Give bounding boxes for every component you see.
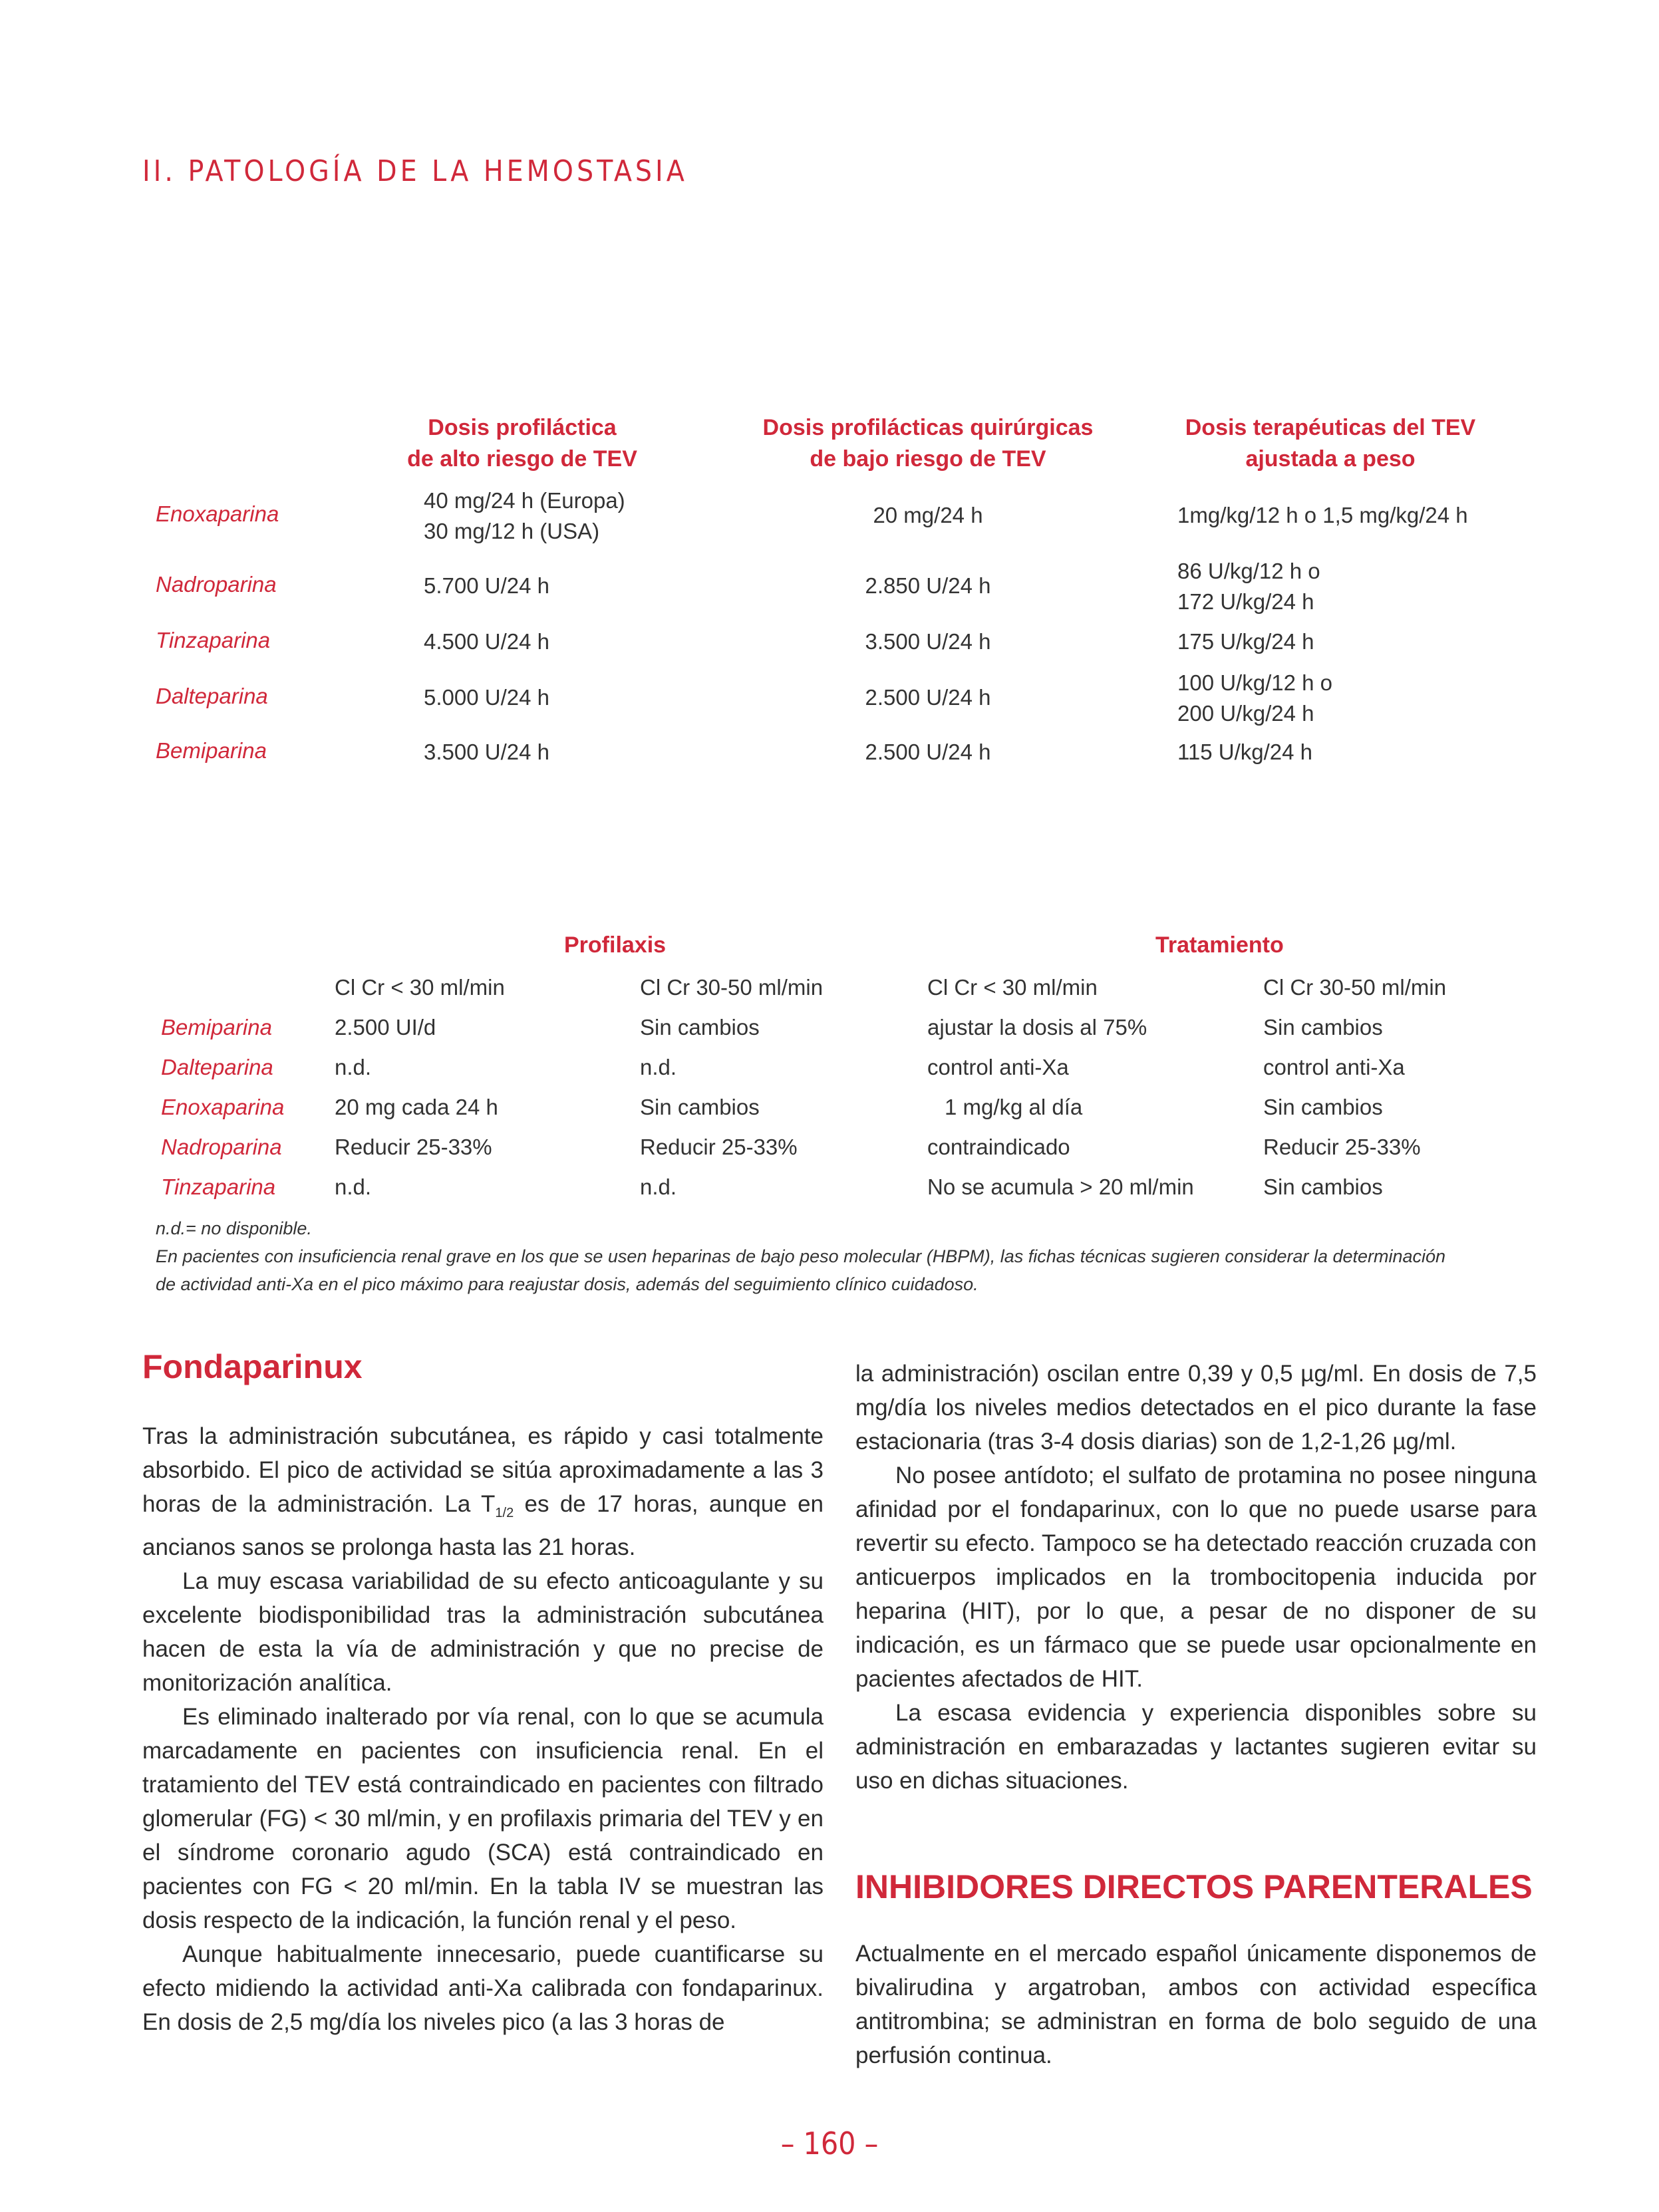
table1-cell: 2.500 U/24 h bbox=[865, 740, 991, 764]
table2-cell: contraindicado bbox=[927, 1135, 1070, 1159]
paragraph: la administración) oscilan entre 0,39 y 0,5 µg/ml. En dosis de 7,5 mg/día los niveles medios detectados en el pico durante la fase estacionaria (tras 3-4 dosis diarias) son de 1,2-1,26 µg/ml. bbox=[855, 1361, 1537, 1454]
table1-header-2: Dosis profilácticas quirúrgicas de bajo riesgo de TEV bbox=[762, 415, 1094, 472]
table1-drug: Tinzaparina bbox=[156, 628, 271, 652]
page-number: – 160 – bbox=[780, 2126, 879, 2161]
table2-cell: n.d. bbox=[640, 1175, 677, 1199]
table1-drug: Dalteparina bbox=[156, 684, 268, 708]
right-column-inhibidores bbox=[855, 1937, 1537, 2072]
table1-cell: 2.850 U/24 h bbox=[865, 573, 991, 598]
paragraph: La escasa evidencia y experiencia disponibles sobre su administración en embarazadas y lactantes sugieren evitar su uso en dichas situaciones. bbox=[855, 1700, 1537, 1794]
paragraph: Tras la administración subcutánea, es rápido y casi totalmente absorbido. El pico de actividad se sitúa aproximadamente a las 3 horas de la administración. La $T_{1/2}$ es de 17 horas, aunque en ancianos sanos se prolonga hasta las 21 horas. bbox=[142, 1423, 824, 1560]
table2-cell: n.d. bbox=[335, 1055, 372, 1079]
table2-drug: Enoxaparina bbox=[161, 1095, 285, 1119]
table2-cell: Sin cambios bbox=[640, 1015, 760, 1039]
table2-subheader: Cl Cr < 30 ml/min bbox=[927, 975, 1098, 1000]
table1-cell: 5.000 U/24 h bbox=[424, 685, 549, 710]
table1-cell: 115 U/kg/24 h bbox=[1177, 740, 1313, 764]
table2-cell: Sin cambios bbox=[1263, 1015, 1383, 1039]
table1-cell: 100 U/kg/12 h o 200 U/kg/24 h bbox=[1177, 670, 1332, 726]
table2-cell: Reducir 25-33% bbox=[640, 1135, 798, 1159]
paragraph: No posee antídoto; el sulfato de protamina no posee ninguna afinidad por el fondaparinux, con lo que no puede usarse para revertir su efecto. Tampoco se ha detectado reacción cruzada con anticuerpos implicados en la trombocitopenia inducida por heparina (HIT), por lo que, a pesar de no disponer de su indicación, es un fármaco que se puede usar opcionalmente en pacientes afectados de HIT. bbox=[855, 1462, 1537, 1692]
right-column bbox=[855, 1357, 1537, 1798]
table1-cell: 3.500 U/24 h bbox=[865, 629, 991, 654]
paragraph: La muy escasa variabilidad de su efecto anticoagulante y su excelente biodisponibilidad tras la administración subcutánea hacen de esta la vía de administración y que no precise de monitorización analítica. bbox=[142, 1568, 824, 1696]
table1-cell: 40 mg/24 h (Europa) 30 mg/12 h (USA) bbox=[424, 488, 625, 543]
table1-cell: 20 mg/24 h bbox=[873, 503, 983, 527]
left-column bbox=[142, 1419, 824, 2039]
table1-header-3: Dosis terapéuticas del TEV ajustada a peso bbox=[1185, 415, 1476, 472]
table1-cell: 5.700 U/24 h bbox=[424, 573, 549, 598]
paragraph: Es eliminado inalterado por vía renal, con lo que se acumula marcadamente en pacientes con insuficiencia renal. En el tratamiento del TEV está contraindicado en pacientes con filtrado glomerular (FG) < 30 ml/min, y en profilaxis primaria del TEV y en el síndrome coronario agudo (SCA) está contraindicado en pacientes con FG < 20 ml/min. En la tabla IV se muestran las dosis respecto de la indicación, la función renal y el peso. bbox=[142, 1704, 824, 1933]
table1-cell: 3.500 U/24 h bbox=[424, 740, 549, 764]
table1-cell: 1mg/kg/12 h o 1,5 mg/kg/24 h bbox=[1177, 503, 1468, 527]
table1-cell: 86 U/kg/12 h o 172 U/kg/24 h bbox=[1177, 559, 1320, 614]
table2-cell: n.d. bbox=[640, 1055, 677, 1079]
paragraph: Aunque habitualmente innecesario, puede cuantificarse su efecto midiendo la actividad anti-Xa calibrada con fondaparinux. En dosis de 2,5 mg/día los niveles pico (a las 3 horas de bbox=[142, 1941, 824, 2035]
table2-cell: control anti-Xa bbox=[1263, 1055, 1405, 1079]
table2-drug: Tinzaparina bbox=[161, 1175, 276, 1199]
table1-cell: 4.500 U/24 h bbox=[424, 629, 549, 654]
section-title-inhibidores: INHIBIDORES DIRECTOS PARENTERALES bbox=[855, 1868, 1533, 1905]
table2-cell: 20 mg cada 24 h bbox=[335, 1095, 498, 1119]
table2-cell: Reducir 25-33% bbox=[1263, 1135, 1421, 1159]
table1-cell: 175 U/kg/24 h bbox=[1177, 629, 1314, 654]
table1-drug: Enoxaparina bbox=[156, 501, 279, 526]
table2-cell: Sin cambios bbox=[1263, 1095, 1383, 1119]
table2-group-profilaxis: Profilaxis bbox=[564, 932, 667, 958]
table2-drug: Nadroparina bbox=[161, 1135, 282, 1159]
section-title-fondaparinux: Fondaparinux bbox=[142, 1348, 363, 1385]
table2-cell: No se acumula > 20 ml/min bbox=[927, 1175, 1194, 1199]
table2-cell: 2.500 UI/d bbox=[335, 1015, 436, 1039]
table2-cell: ajustar la dosis al 75% bbox=[927, 1015, 1147, 1039]
table2-subheader: Cl Cr 30-50 ml/min bbox=[640, 975, 824, 1000]
table1-cell: 2.500 U/24 h bbox=[865, 685, 991, 710]
table2-subheader: Cl Cr < 30 ml/min bbox=[335, 975, 505, 1000]
table2-cell: control anti-Xa bbox=[927, 1055, 1069, 1079]
table2-subheader: Cl Cr 30-50 ml/min bbox=[1263, 975, 1447, 1000]
table2-drug: Dalteparina bbox=[161, 1055, 273, 1079]
table2-cell: 1 mg/kg al día bbox=[945, 1095, 1083, 1119]
table2-drug: Bemiparina bbox=[161, 1015, 272, 1039]
table2-group-tratamiento: Tratamiento bbox=[1155, 932, 1284, 958]
table1-header-1: Dosis profiláctica de alto riesgo de TEV bbox=[407, 415, 637, 472]
table2-cell: Reducir 25-33% bbox=[335, 1135, 492, 1159]
table2-cell: n.d. bbox=[335, 1175, 372, 1199]
running-head: II. PATOLOGÍA DE LA HEMOSTASIA bbox=[142, 154, 688, 188]
table1-drug: Bemiparina bbox=[156, 738, 267, 763]
table1-drug: Nadroparina bbox=[156, 572, 277, 597]
table2-cell: Sin cambios bbox=[1263, 1175, 1383, 1199]
table2-cell: Sin cambios bbox=[640, 1095, 760, 1119]
table2-notes: n.d.= no disponible. En pacientes con insuficiencia renal grave en los que se usen heparinas de bajo peso molecular (HBPM), las fichas técnicas sugieren considerar la determinación de actividad anti-Xa en el pico máximo para reajustar dosis, además del seguimiento clínico cuidadoso. bbox=[156, 1218, 1446, 1294]
paragraph: Actualmente en el mercado español únicamente disponemos de bivalirudina y argatroban, ambos con actividad específica antitrombina; se administran en forma de bolo seguido de una perfusión continua. bbox=[855, 1941, 1537, 2068]
